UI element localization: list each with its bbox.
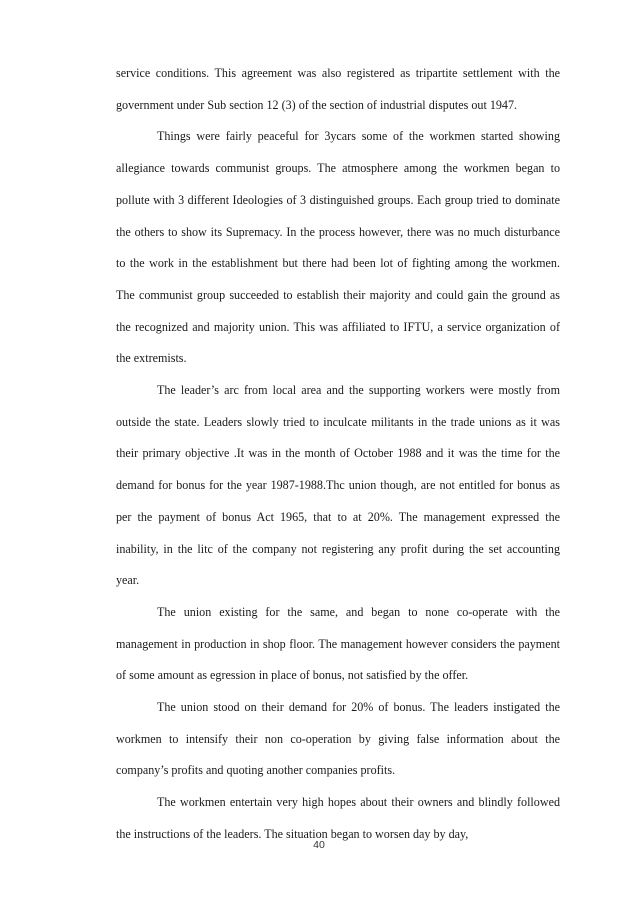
paragraph-union-non-cooperation: The union existing for the same, and began to none co-operate with the management in production in shop floor. The management however considers the payment of some amount as egression in place of bonus, not satisfied by the offer. — [116, 604, 560, 683]
paragraph-leaders-origin: The leader’s arc from local area and the supporting workers were mostly from outside the state. Leaders slowly tried to inculcate militants in the trade unions as it was their primary objective .It was in the month of October 1988 and it was the time for the demand for bonus for the year 1987-1988.Thc union though, are not entitled for bonus as per the payment of bonus Act 1965, that to at 20%. The management expressed the inability, in the litc of the company not registering any profit during the set accounting year. — [116, 383, 560, 588]
page-number: 40 — [313, 839, 325, 851]
paragraph-bonus-demand: The union stood on their demand for 20% of bonus. The leaders instigated the workmen to intensify their non co-operation by giving false information about the company’s profits and quoting another companies profits. — [116, 700, 560, 778]
paragraph-peaceful-years: Things were fairly peaceful for 3ycars some of the workmen started showing allegiance towards communist groups. The atmosphere among the workmen began to pollute with 3 different Ideologies of 3 distinguished groups. Each group tried to dominate the others to show its Supremacy. In the process however, there was no much disturbance to the work in the establishment but there had been lot of fighting among the workmen. The communist group succeeded to establish their majority and could gain the ground as the recognized and majority union. This was affiliated to IFTU, a service organization of the extremists. — [116, 129, 560, 366]
paragraph-service-conditions: service conditions. This agreement was also registered as tripartite settlement with the government under Sub section 12 (3) of the section of industrial disputes out 1947. — [116, 66, 560, 112]
body-text — [116, 58, 560, 851]
paragraph-workmen-hopes: The workmen entertain very high hopes about their owners and blindly followed the instructions of the leaders. The situation began to worsen day by day, — [116, 795, 560, 841]
